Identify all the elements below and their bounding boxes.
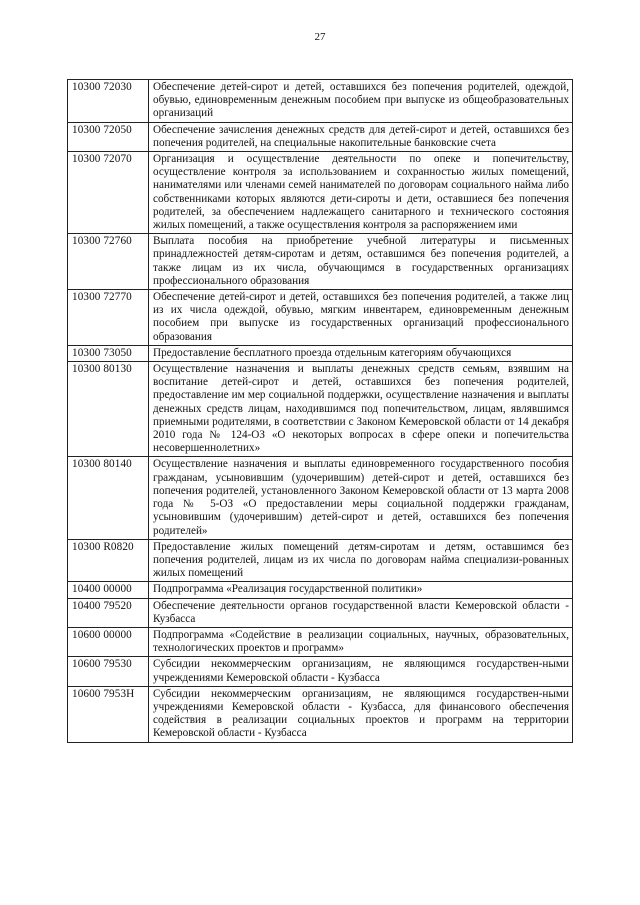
table-row [68,657,573,686]
table-row [68,290,573,346]
code-cell: 10400 00000 [68,582,149,598]
table-row [68,152,573,234]
table-row [68,457,573,539]
table-row [68,686,573,742]
table-row [68,362,573,457]
description-cell: Обеспечение детей-сирот и детей, оставшихся без попечения родителей, а также лиц из их числа одеждой, обувью, мягким инвентарем, единовременным денежным пособием при выпуске из государственных организаций профессионального образования [149,290,573,346]
code-cell: 10600 00000 [68,627,149,656]
table-row [68,598,573,627]
table-row [68,345,573,361]
code-cell: 10300 73050 [68,345,149,361]
code-cell: 10300 72050 [68,122,149,151]
description-cell: Осуществление назначения и выплаты денежных средств семьям, взявшим на воспитание детей-сирот и детей, оставшихся без попечения родителей, предоставление им мер социальной поддержки, осуществление назначения и выплаты денежных средств лицам, находившимся под попечительством, лицам, являвшимся приемными родителями, в соответствии с Законом Кемеровской области от 14 декабря 2010 года № 124-ОЗ «О некоторых вопросах в сфере опеки и попечительства несовершеннолетних» [149,362,573,457]
table-row [68,122,573,151]
table-row [68,627,573,656]
description-cell: Осуществление назначения и выплаты единовременного государственного пособия гражданам, усыновившим (удочерившим) детей-сирот и детей, оставшихся без попечения родителей, установленного Законом Кемеровской области от 13 марта 2008 года № 5-ОЗ «О предоставлении меры социальной поддержки гражданам, усыновившим (удочерившим) детей-сирот и детей, оставшихся без попечения родителей» [149,457,573,539]
code-cell: 10300 72770 [68,290,149,346]
page-number: 27 [314,31,326,43]
table-row [68,582,573,598]
description-cell: Субсидии некоммерческим организациям, не являющимся государствен-ными учреждениями Кемеровской области - Кузбасса [149,657,573,686]
description-cell: Обеспечение детей-сирот и детей, оставшихся без попечения родителей, одеждой, обувью, единовременным денежным пособием при выпуске из общеобразовательных организаций [149,80,573,123]
code-cell: 10300 R0820 [68,539,149,582]
table-row [68,80,573,123]
table-row [68,234,573,290]
code-cell: 10400 79520 [68,598,149,627]
description-cell: Обеспечение зачисления денежных средств для детей-сирот и детей, оставшихся без попечения родителей, на специальные накопительные банковские счета [149,122,573,151]
code-cell: 10300 72030 [68,80,149,123]
table-row [68,539,573,582]
table-body [68,80,573,743]
description-cell: Выплата пособия на приобретение учебной литературы и письменных принадлежностей детям-сиротам и детям, оставшимся без попечения родителей, а также лицам из их числа, обучающимся в государственных организациях профессионального образования [149,234,573,290]
description-cell: Подпрограмма «Содействие в реализации социальных, научных, образовательных, технологических проектов и программ» [149,627,573,656]
code-cell: 10300 72760 [68,234,149,290]
budget-codes-table [67,79,573,743]
code-cell: 10600 7953Н [68,686,149,742]
code-cell: 10600 79530 [68,657,149,686]
description-cell: Предоставление бесплатного проезда отдельным категориям обучающихся [149,345,573,361]
description-cell: Подпрограмма «Реализация государственной политики» [149,582,573,598]
description-cell: Обеспечение деятельности органов государственной власти Кемеровской области - Кузбасса [149,598,573,627]
code-cell: 10300 72070 [68,152,149,234]
description-cell: Субсидии некоммерческим организациям, не являющимся государствен-ными учреждениями Кемеровской области - Кузбасса, для финансового обеспечения содействия в реализации социальных проектов и программ на территории Кемеровской области - Кузбасса [149,686,573,742]
description-cell: Организация и осуществление деятельности по опеке и попечительству, осуществление контроля за использованием и сохранностью жилых помещений, нанимателями или членами семей нанимателей по договорам социального найма либо собственниками которых являются дети-сироты и дети, оставшиеся без попечения родителей, за обеспечением надлежащего санитарного и технического состояния жилых помещений, а также осуществления контроля за распоряжением ими [149,152,573,234]
code-cell: 10300 80140 [68,457,149,539]
description-cell: Предоставление жилых помещений детям-сиротам и детям, оставшимся без попечения родителей, лицам из их числа по договорам найма специализи-рованных жилых помещений [149,539,573,582]
code-cell: 10300 80130 [68,362,149,457]
